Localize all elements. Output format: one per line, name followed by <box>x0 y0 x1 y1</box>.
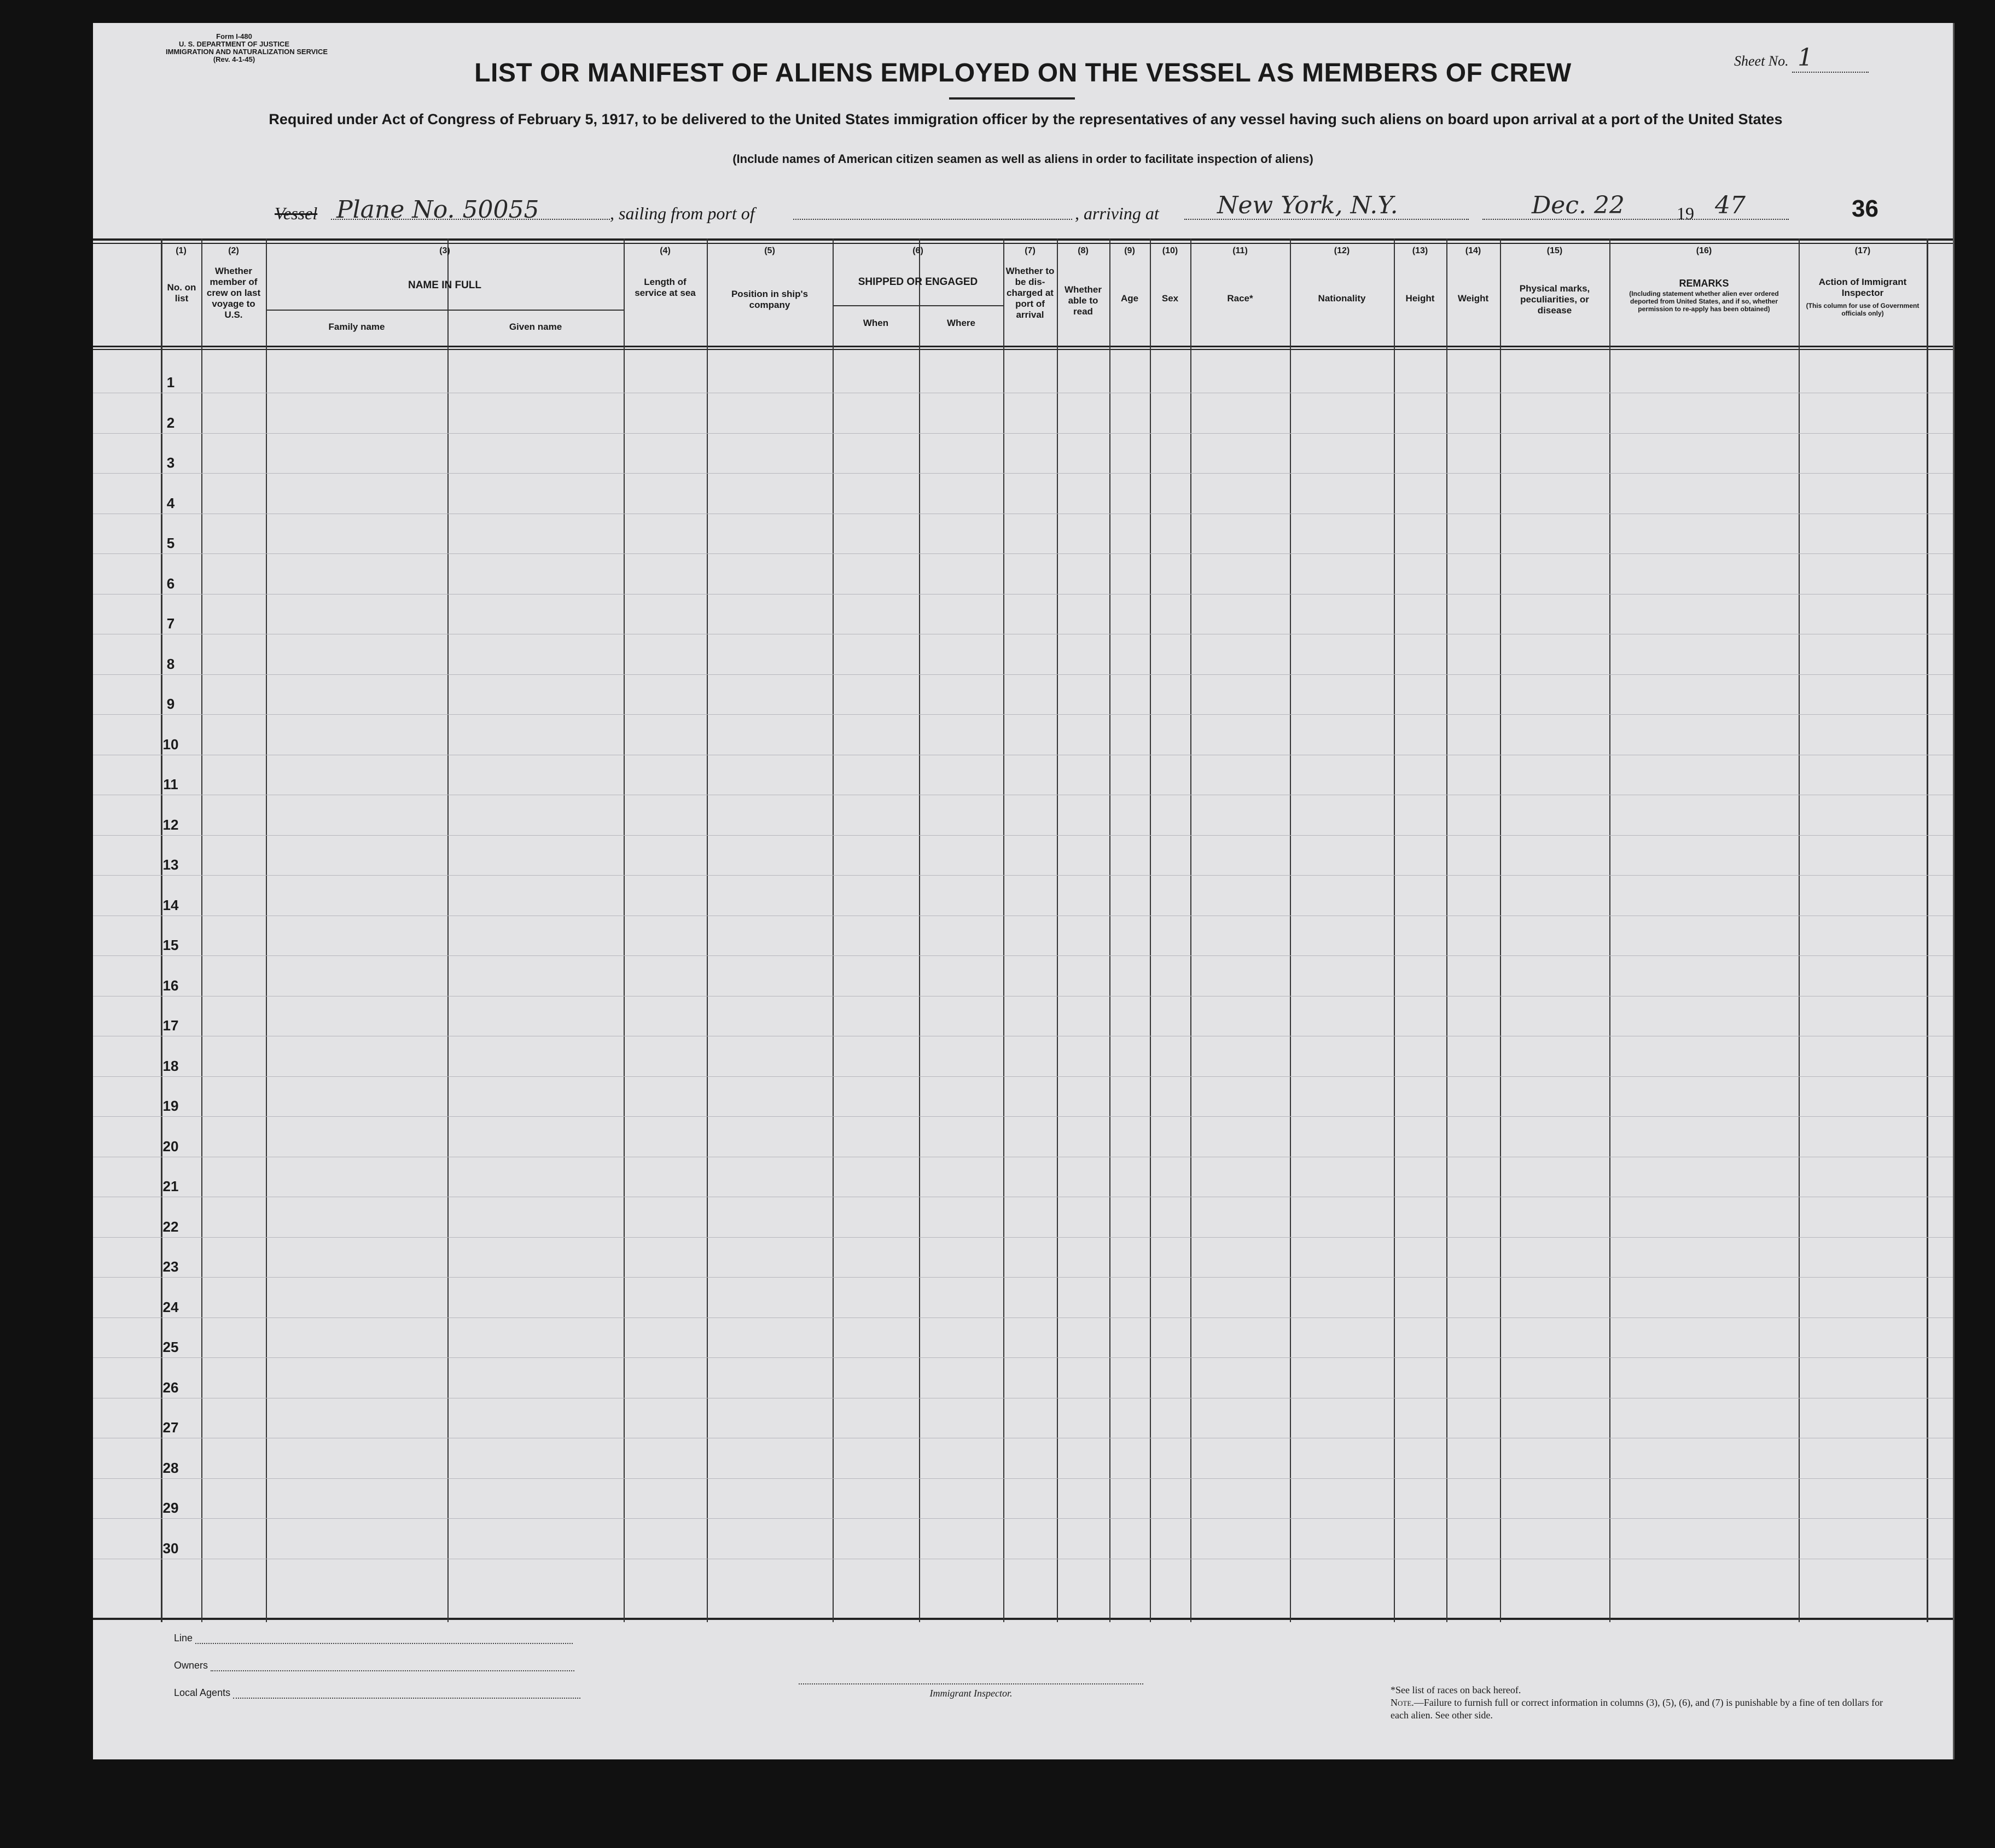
column-divider <box>1609 238 1610 1622</box>
owners-input[interactable] <box>211 1670 574 1671</box>
column-number: (15) <box>1546 246 1563 255</box>
column-number: (6) <box>912 246 923 255</box>
row-number: 2 <box>166 414 175 431</box>
column-number: (3) <box>439 246 450 255</box>
row-rule <box>93 1518 1953 1519</box>
revision: (Rev. 4-1-45) <box>213 55 255 63</box>
header-given-name: Given name <box>509 322 562 332</box>
page-title: LIST OR MANIFEST OF ALIENS EMPLOYED ON THE VESSEL AS MEMBERS OF CREW <box>474 59 1572 88</box>
local-agents-field <box>174 1687 580 1699</box>
header-height: Height <box>1405 293 1435 304</box>
column-divider <box>624 238 625 1622</box>
row-number: 28 <box>162 1459 179 1476</box>
row-rule <box>93 714 1953 715</box>
header-inspector-action: Action of Immigrant Inspector <box>1818 277 1907 298</box>
local-agents-input[interactable] <box>233 1698 580 1699</box>
header-bottom-rule <box>93 346 1953 347</box>
inspector-signature-line[interactable] <box>799 1683 1143 1684</box>
row-number: 16 <box>162 977 179 994</box>
row-number: 23 <box>162 1258 179 1275</box>
header-position: Position in ship's company <box>731 289 809 310</box>
header-inspector-note: (This column for use of Government officials only) <box>1806 302 1920 317</box>
race-footnote: *See list of races on back hereof. <box>1391 1684 1521 1695</box>
column-divider <box>1446 238 1447 1622</box>
column-divider <box>1394 238 1395 1622</box>
line-input[interactable] <box>195 1643 573 1644</box>
row-rule <box>93 1277 1953 1278</box>
row-number: 1 <box>166 374 175 390</box>
column-divider <box>1057 238 1058 1622</box>
column-number: (17) <box>1854 246 1871 255</box>
service-name: IMMIGRATION AND NATURALIZATION SERVICE <box>166 48 328 56</box>
row-rule <box>93 1237 1953 1238</box>
row-number: 6 <box>166 575 175 592</box>
name-subheader-rule <box>266 310 624 311</box>
row-rule <box>93 674 1953 675</box>
column-divider <box>833 238 834 1622</box>
column-divider <box>919 238 920 1622</box>
header-shipped-where: Where <box>947 318 975 328</box>
column-number: (13) <box>1412 246 1428 255</box>
column-divider <box>1003 238 1004 1622</box>
header-shipped-when: When <box>863 318 889 328</box>
header-name-in-full: NAME IN FULL <box>408 279 482 291</box>
column-number: (12) <box>1334 246 1350 255</box>
year-prefix: 19 <box>1677 203 1694 223</box>
vessel-line <box>93 191 1953 226</box>
row-number: 10 <box>162 736 179 753</box>
header-shipped-or-engaged: SHIPPED OR ENGAGED <box>858 276 978 288</box>
local-agents-label: Local Agents <box>174 1687 231 1698</box>
header-family-name: Family name <box>328 322 385 332</box>
column-number: (4) <box>660 246 671 255</box>
header-length-of-service: Length of service at sea <box>635 277 696 298</box>
row-number: 18 <box>162 1057 179 1074</box>
row-number: 5 <box>166 535 175 551</box>
row-number: 30 <box>162 1540 179 1556</box>
note-label: Note. <box>1391 1697 1414 1708</box>
column-number: (16) <box>1696 246 1712 255</box>
column-divider <box>707 238 708 1622</box>
column-divider <box>1927 238 1928 1622</box>
table-top-rule-inner <box>93 243 1953 244</box>
row-rule <box>93 1076 1953 1077</box>
header-last-voyage: Whether member of crew on last voyage to U.S. <box>206 266 261 320</box>
column-divider <box>1290 238 1291 1622</box>
row-number: 15 <box>162 937 179 953</box>
column-number: (7) <box>1025 246 1036 255</box>
header-remarks-note: (Including statement whether alien ever ordered deported from United States, and if so, whether permission to re-apply has been obtained) <box>1629 290 1779 313</box>
header-able-to-read: Whether able to read <box>1065 284 1102 317</box>
arriving-value: New York, N.Y. <box>1217 191 1398 219</box>
table-top-rule <box>93 238 1953 241</box>
row-number: 27 <box>162 1419 179 1436</box>
row-number: 7 <box>166 615 175 632</box>
row-number: 8 <box>166 655 175 672</box>
header-race: Race* <box>1227 293 1253 304</box>
sheet-label: Sheet No. <box>1734 53 1789 69</box>
row-number: 19 <box>162 1098 179 1114</box>
sheet-value: 1 <box>1792 44 1869 73</box>
date-value: Dec. 22 <box>1532 191 1625 219</box>
row-rule <box>93 553 1953 554</box>
subtitle: Required under Act of Congress of February 5, 1917, to be delivered to the United States immigration officer by the representatives of any vessel having such aliens on board upon arrival at a port of the United States <box>269 111 1783 127</box>
row-number: 11 <box>163 776 178 792</box>
shipped-subheader-rule <box>833 305 1003 306</box>
column-number: (14) <box>1465 246 1481 255</box>
row-rule <box>93 835 1953 836</box>
header-nationality: Nationality <box>1318 293 1366 304</box>
row-number: 3 <box>166 454 175 471</box>
column-divider <box>1150 238 1151 1622</box>
row-rule <box>93 1357 1953 1358</box>
row-number: 25 <box>162 1339 179 1355</box>
row-number: 17 <box>162 1017 179 1034</box>
header-age: Age <box>1120 293 1139 304</box>
column-divider <box>1500 238 1501 1622</box>
arriving-label: , arriving at <box>1075 203 1159 223</box>
header-physical-marks: Physical marks, peculiarities, or disease <box>1519 283 1590 316</box>
row-rule <box>93 473 1953 474</box>
header-remarks: REMARKS <box>1679 278 1729 289</box>
header-weight: Weight <box>1457 293 1489 304</box>
table-bottom-rule <box>93 1618 1953 1620</box>
row-number: 13 <box>162 856 179 873</box>
note-text: —Failure to furnish full or correct information in columns (3), (5), (6), and (7) is punishable by a fine of ten dollars for each alien. See other side. <box>1391 1697 1883 1721</box>
row-rule <box>93 1116 1953 1117</box>
header-discharged: Whether to be dis-charged at port of arrival <box>1005 266 1055 320</box>
column-divider <box>266 238 267 1622</box>
department-name: U. S. DEPARTMENT OF JUSTICE <box>179 40 289 48</box>
title-rule <box>949 97 1075 100</box>
row-number: 26 <box>162 1379 179 1396</box>
penalty-note <box>1391 1697 1894 1722</box>
column-divider <box>447 238 449 1622</box>
row-rule <box>93 875 1953 876</box>
row-number: 4 <box>166 494 175 511</box>
row-number: 24 <box>162 1298 179 1315</box>
row-rule <box>93 1317 1953 1318</box>
column-number: (10) <box>1162 246 1178 255</box>
vessel-value: Plane No. 50055 <box>336 196 539 224</box>
owners-field <box>174 1660 574 1671</box>
header-sex: Sex <box>1161 293 1179 304</box>
header-no-on-list: No. on list <box>167 282 196 304</box>
column-divider <box>1109 238 1110 1622</box>
line-field <box>174 1633 573 1644</box>
instruction-note: (Include names of American citizen seamen as well as aliens in order to facilitate inspection of aliens) <box>732 152 1313 166</box>
column-divider <box>1799 238 1800 1622</box>
sailing-label: , sailing from port of <box>610 203 755 223</box>
page-number: 36 <box>1852 195 1878 222</box>
row-rule <box>93 433 1953 434</box>
line-label: Line <box>174 1633 193 1643</box>
year-value: 47 <box>1715 191 1746 219</box>
form-number: Form I-480 <box>216 32 252 40</box>
row-number: 21 <box>162 1178 179 1194</box>
column-number: (11) <box>1232 246 1248 255</box>
manifest-sheet <box>93 23 1955 1759</box>
column-number: (5) <box>764 246 775 255</box>
column-divider <box>201 238 202 1622</box>
header-bottom-rule-inner <box>93 349 1953 350</box>
owners-label: Owners <box>174 1660 208 1671</box>
footnote <box>1391 1684 1894 1722</box>
row-number: 22 <box>162 1218 179 1235</box>
row-number: 20 <box>162 1138 179 1155</box>
inspector-label: Immigrant Inspector. <box>929 1688 1013 1699</box>
column-divider <box>1190 238 1191 1622</box>
column-number: (9) <box>1124 246 1135 255</box>
vessel-label: Vessel <box>275 203 318 223</box>
row-number: 12 <box>162 816 179 833</box>
column-number: (8) <box>1078 246 1089 255</box>
row-rule <box>93 955 1953 956</box>
row-rule <box>93 1478 1953 1479</box>
row-number: 9 <box>166 696 175 712</box>
column-divider <box>161 238 162 1622</box>
sailing-field <box>793 199 1072 220</box>
row-number: 29 <box>162 1500 179 1516</box>
column-number: (1) <box>176 246 187 255</box>
row-number: 14 <box>162 896 179 913</box>
crew-table <box>93 238 1953 1622</box>
column-number: (2) <box>228 246 239 255</box>
